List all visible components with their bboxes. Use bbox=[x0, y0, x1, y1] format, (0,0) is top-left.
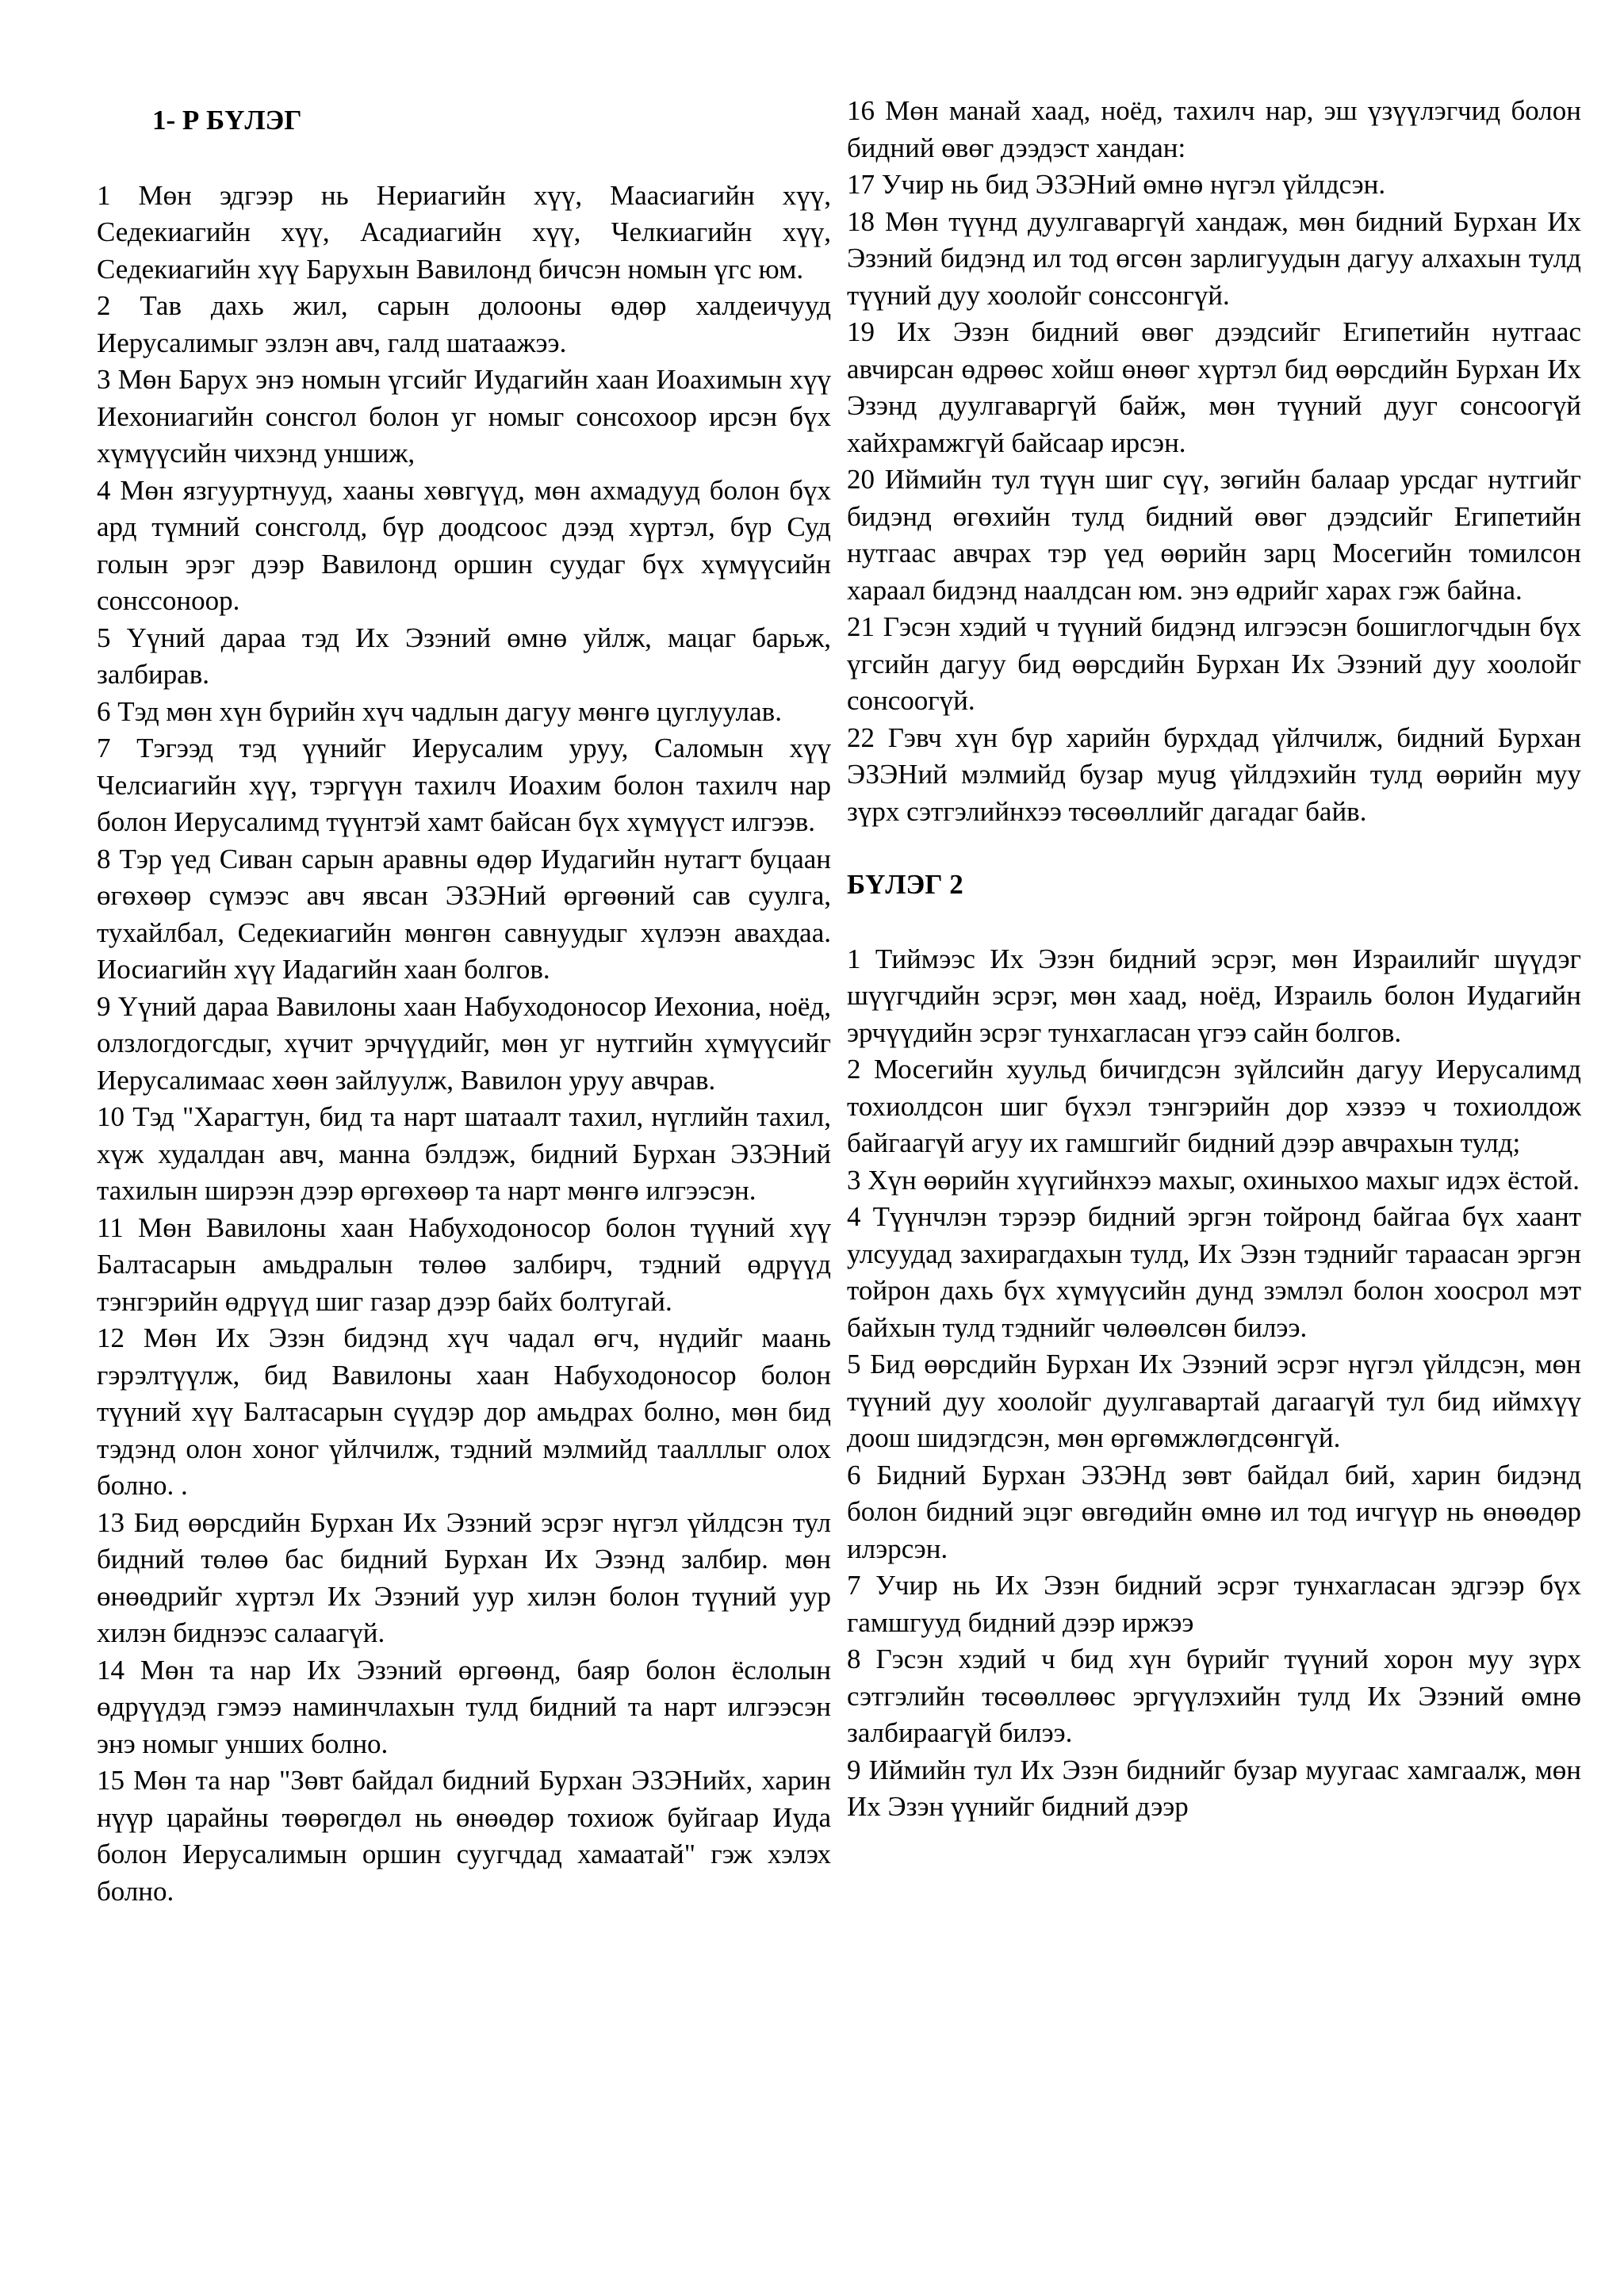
verse-1-16: 16 Мөн манай хаад, ноёд, тахилч нар, эш үзүүлэгчид болон бидний өвөг дээдэст хандан: bbox=[847, 95, 1581, 163]
verse-1-19: 19 Их Эзэн бидний өвөг дээдсийг Египетийн нутгаас авчирсан өдрөөс хойш өнөөг хүртэл бид өөрсдийн Бурхан Их Эзэнд дуулгаваргүй байж, мөн түүний дууг сонсоогүй хайхрамжгүй байсаар ирсэн. bbox=[847, 316, 1581, 458]
verse-1-9: 9 Үүний дараа Вавилоны хаан Набуходоносор Иехониа, ноёд, олзлогдогсдыг, хүчит эрчүүдийг, мөн уг нутгийн хүмүүсийг Иерусалимаас хөөн зайлуулж, Вавилон уруу авчрав. bbox=[97, 990, 831, 1096]
verse-2-9: 9 Иймийн тул Их Эзэн биднийг бузар муугаас хамгаалж, мөн Их Эзэн үүнийг бидний дээр bbox=[847, 1754, 1581, 1822]
chapter-1-heading: 1- Р БҮЛЭГ bbox=[152, 105, 302, 136]
verse-1-2: 2 Тав дахь жил, сарын долооны өдөр халдеичууд Иерусалимыг эзлэн авч, галд шатаажээ. bbox=[97, 290, 831, 358]
verse-1-10: 10 Тэд "Харагтун, бид та нарт шатаалт тахил, нүглийн тахил, хүж худалдан авч, манна бэлдэж, бидний Бурхан ЭЗЭНий тахилын ширээн дээр өргөхөөр та нарт мөнгө илгээсэн. bbox=[97, 1101, 831, 1206]
right-column bbox=[847, 93, 1581, 1826]
verse-1-4: 4 Мөн язгууртнууд, хааны хөвгүүд, мөн ахмадууд болон бүх ард түмний сонсголд, бүр доодсоос дээд хүртэл, бүр Суд голын эрэг дээр Вавилонд оршин суудаг бүх хүмүүсийн сонссоноор. bbox=[97, 474, 831, 616]
left-column bbox=[97, 93, 831, 1910]
chapter-2-heading: БҮЛЭГ 2 bbox=[847, 869, 963, 900]
verse-2-7: 7 Учир нь Их Эзэн бидний эсрэг тунхагласан эдгээр бүх гамшгууд бидний дээр иржээ bbox=[847, 1570, 1581, 1638]
verse-2-3: 3 Хүн өөрийн хүүгийнхээ махыг, охиныхоо махыг идэх ёстой. bbox=[847, 1164, 1580, 1196]
verse-1-3: 3 Мөн Барух энэ номын үгсийг Иудагийн хаан Иоахимын хүү Иехониагийн сонсгол болон уг номыг сонсохоор ирсэн бүх хүмүүсийн чихэнд уншиж, bbox=[97, 364, 831, 469]
verse-1-17: 17 Учир нь бид ЭЗЭНий өмнө нүгэл үйлдсэн. bbox=[847, 169, 1386, 200]
verse-1-22: 22 Гэвч хүн бүр харийн бурхдад үйлчилж, бидний Бурхан ЭЗЭНий мэлмийд бузар муug үйлдэхийн тулд өөрийн муу зүрх сэтгэлийнхээ төсөөллийг дагадаг байв. bbox=[847, 721, 1581, 827]
verse-1-11: 11 Мөн Вавилоны хаан Набуходоносор болон түүний хүү Балтасарын амьдралын төлөө залбирч, тэдний өдрүүд тэнгэрийн өдрүүд шиг газар дээр байх болтугай. bbox=[97, 1211, 831, 1317]
verse-2-1: 1 Тиймээс Их Эзэн бидний эсрэг, мөн Израилийг шүүдэг шүүгчдийн эсрэг, мөн хаад, ноёд, Израиль болон Иудагийн эрчүүдийн эсрэг тунхагласан үгээ сайн болгов. bbox=[847, 943, 1581, 1048]
verse-1-14: 14 Мөн та нар Их Эзэний өргөөнд, баяр болон ёслолын өдрүүдэд гэмээ наминчлахын тулд бидний та нарт илгээсэн энэ номыг унших болно. bbox=[97, 1654, 831, 1759]
verse-1-12: 12 Мөн Их Эзэн бидэнд хүч чадал өгч, нүдийг маань гэрэлтүүлж, бид Вавилоны хаан Набуходоносор болон түүний хүү Балтасарын сүүдэр дор амьдрах болно, мөн бид тэдэнд олон хоног үйлчилж, тэдний мэлмийд таалллыг олох болно. . bbox=[97, 1322, 831, 1501]
verse-1-15: 15 Мөн та нар "Зөвт байдал бидний Бурхан ЭЗЭНийх, харин нүүр царайны төөрөгдөл нь өнөөдөр тохиож буйгаар Иуда болон Иерусалимын оршин суугчдад хамаатай" гэж хэлэх болно. bbox=[97, 1765, 831, 1907]
verse-1-13: 13 Бид өөрсдийн Бурхан Их Эзэний эсрэг нүгэл үйлдсэн тул бидний төлөө бас бидний Бурхан Их Эзэнд залбир. мөн өнөөдрийг хүртэл Их Эзэний уур хилэн болон түүний уур хилэн биднээс салаагүй. bbox=[97, 1506, 831, 1648]
verse-1-8: 8 Тэр үед Сиван сарын аравны өдөр Иудагийн нутагт буцаан өгөхөөр сүмээс авч явсан ЭЗЭНий өргөөний сав суулга, тухайлбал, Седекиагийн мөнгөн савнуудыг хүлээн авахдаа. Иосиагийн хүү Иадагийн хаан болгов. bbox=[97, 843, 831, 985]
verse-1-6: 6 Тэд мөн хүн бүрийн хүч чадлын дагуу мөнгө цуглуулав. bbox=[97, 695, 782, 727]
verse-2-6: 6 Бидний Бурхан ЭЗЭНд зөвт байдал бий, харин бидэнд болон бидний эцэг өвгөдийн өмнө ил тод ичгүүр нь өнөөдөр илэрсэн. bbox=[847, 1459, 1581, 1564]
verse-2-8: 8 Гэсэн хэдий ч бид хүн бүрийг түүний хорон муу зүрх сэтгэлийн төсөөллөөс эргүүлэхийн тулд Их Эзэний өмнө залбираагүй билээ. bbox=[847, 1644, 1581, 1748]
verse-1-1: 1 Мөн эдгээр нь Нериагийн хүү, Маасиагийн хүү, Седекиагийн хүү, Асадиагийн хүү, Челкиагийн хүү, Седекиагийн хүү Барухын Вавилонд бичсэн номын үгс юм. bbox=[97, 179, 831, 285]
verse-2-2: 2 Мосегийн хуульд бичигдсэн зүйлсийн дагуу Иерусалимд тохиолдсон шиг бүхэл тэнгэрийн дор хэзээ ч тохиолдож байгаагүй агуу их гамшгийг бидний дээр авчрахын тулд; bbox=[847, 1054, 1581, 1158]
verse-2-5: 5 Бид өөрсдийн Бурхан Их Эзэний эсрэг нүгэл үйлдсэн, мөн түүний дуу хоолойг дуулгавартай дагаагүй тул бид иймхүү доош шидэгдсэн, мөн өргөмжлөгдсөнгүй. bbox=[847, 1349, 1581, 1453]
verse-1-18: 18 Мөн түүнд дуулгаваргүй хандаж, мөн бидний Бурхан Их Эзэний бидэнд ил тод өгсөн зарлигуудын дагуу алхахын тулд түүний дуу хоолойг сонссонгүй. bbox=[847, 205, 1581, 311]
verse-1-7: 7 Тэгээд тэд үүнийг Иерусалим уруу, Саломын хүү Челсиагийн хүү, тэргүүн тахилч Иоахим болон тахилч нар болон Иерусалимд түүнтэй хамт байсан бүх хүмүүст илгээв. bbox=[97, 733, 831, 837]
verse-1-21: 21 Гэсэн хэдий ч түүний бидэнд илгээсэн бошиглогчдын бүх үгсийн дагуу бид өөрсдийн Бурхан Их Эзэний дуу хоолойг сонсоогүй. bbox=[847, 611, 1581, 716]
verse-1-20: 20 Иймийн тул түүн шиг сүү, зөгийн балаар урсдаг нутгийг бидэнд өгөхийн тулд бидний өвөг дээдсийг Египетийн нутгаас авчрах тэр үед өөрийн зарц Мосегийн томилсон хараал бидэнд наалдсан юм. энэ өдрийг харах гэж байна. bbox=[847, 464, 1581, 606]
verse-1-5: 5 Үүний дараа тэд Их Эзэний өмнө уйлж, мацаг барьж, залбирав. bbox=[97, 622, 831, 690]
verse-2-4: 4 Түүнчлэн тэрээр бидний эргэн тойронд байгаа бүх хаант улсуудад захирагдахын тулд, Их Эзэн тэднийг тараасан эргэн тойрон дахь бүх хүмүүсийн дунд зэмлэл болон хоосрол мэт байхын тулд тэднийг чөлөөлсөн билээ. bbox=[847, 1201, 1581, 1343]
